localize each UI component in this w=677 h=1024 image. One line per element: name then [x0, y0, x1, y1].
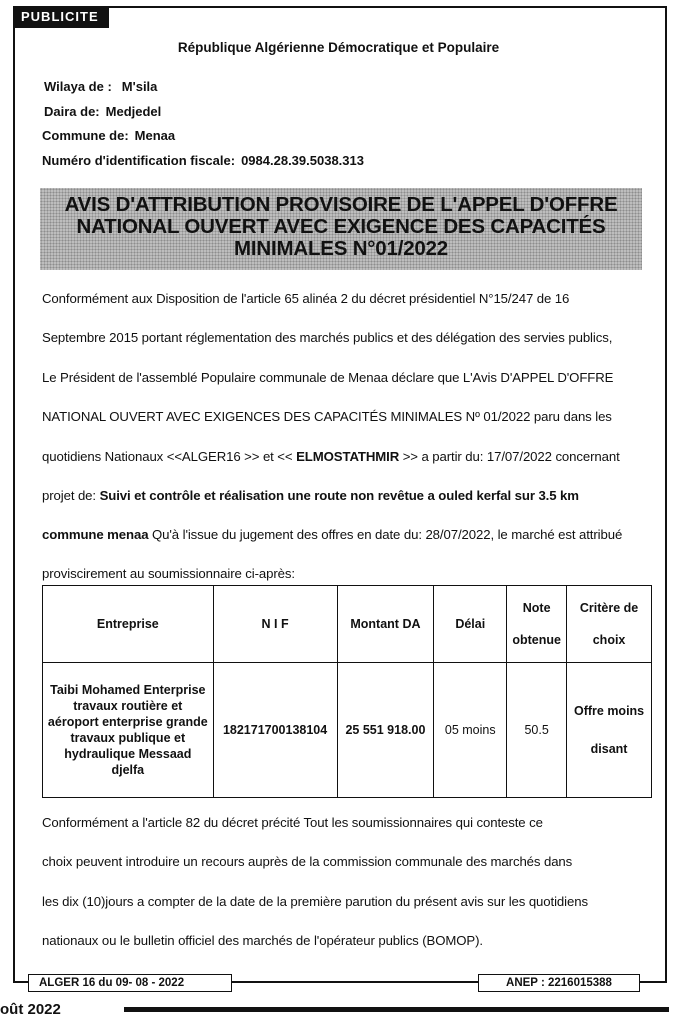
daira-line [44, 104, 161, 119]
table-row [43, 663, 652, 798]
entreprise-line-4: travaux publique et [70, 731, 186, 745]
title-line-3: MINIMALES N°01/2022 [233, 237, 449, 260]
header-critere-1: Critère de [579, 601, 639, 615]
header-nif: N I F [213, 586, 337, 663]
closing-line-1: Conformément a l'article 82 du décret précité Tout les soumissionnaires qui conteste ce [42, 815, 543, 830]
body-line-6-a: projet de: [42, 488, 100, 503]
publicite-tag: PUBLICITE [13, 6, 109, 28]
wilaya-line [44, 79, 157, 94]
cell-note: 50.5 [507, 663, 567, 798]
attribution-table [42, 585, 652, 798]
header-note-2: obtenue [512, 633, 561, 647]
body-line-1: Conformément aux Disposition de l'article 65 alinéa 2 du décret présidentiel N°15/247 de 16 [42, 291, 570, 306]
cell-critere [567, 663, 652, 798]
header-critere [567, 586, 652, 663]
header-note-1: Note [522, 601, 551, 615]
cell-montant: 25 551 918.00 [337, 663, 434, 798]
header-montant: Montant DA [337, 586, 434, 663]
body-line-7 [42, 527, 622, 542]
entreprise-line-1: Taibi Mohamed Enterprise [50, 683, 206, 697]
footer-anep-number: ANEP : 2216015388 [478, 974, 640, 992]
title-banner [40, 188, 642, 270]
commune-name: commune menaa [42, 527, 149, 542]
project-title: Suivi et contrôle et réalisation une route non revêtue a ouled kerfal sur 3.5 km [99, 488, 579, 503]
republic-heading: République Algérienne Démocratique et Populaire [177, 40, 500, 55]
wilaya-label: Wilaya de : [44, 79, 112, 94]
commune-value: Menaa [134, 128, 176, 143]
wilaya-value: M'sila [121, 79, 158, 94]
critere-line-2: disant [590, 742, 628, 756]
cell-entreprise [43, 663, 214, 798]
critere-line-1: Offre moins [573, 704, 645, 718]
body-line-5-c: >> a partir du: 17/07/2022 concernant [399, 449, 620, 464]
table-header-row [43, 586, 652, 663]
body-line-2: Septembre 2015 portant réglementation des marchés publics et des délégation des servies publics, [42, 330, 613, 345]
entreprise-line-5: hydraulique Messaad [64, 747, 192, 761]
nif-label: Numéro d'identification fiscale: [42, 153, 236, 168]
daira-value: Medjedel [105, 104, 162, 119]
closing-line-2: choix peuvent introduire un recours auprès de la commission communale des marchés dans [42, 854, 573, 869]
body-line-5-a: quotidiens Nationaux <<ALGER16 >> et << [42, 449, 297, 464]
nif-value: 0984.28.39.5038.313 [241, 153, 364, 168]
body-line-5 [42, 449, 620, 464]
bottom-rule [124, 1007, 669, 1012]
page-month: oût 2022 [0, 1001, 61, 1018]
header-critere-2: choix [592, 633, 626, 647]
header-entreprise: Entreprise [43, 586, 214, 663]
entreprise-line-6: djelfa [111, 763, 145, 777]
body-line-3: Le Président de l'assemblé Populaire communale de Menaa déclare que L'Avis D'APPEL D'OFFRE [42, 370, 614, 385]
entreprise-line-2: travaux routière et [73, 699, 183, 713]
cell-nif: 182171700138104 [213, 663, 337, 798]
body-line-6 [42, 488, 579, 503]
body-line-8: proviscirement au soumissionnaire ci-après: [42, 566, 295, 581]
header-note [507, 586, 567, 663]
nif-line [42, 153, 364, 168]
body-line-4: NATIONAL OUVERT AVEC EXIGENCES DES CAPACITÉS MINIMALES Nº 01/2022 paru dans les [42, 409, 612, 424]
closing-line-4: nationaux ou le bulletin officiel des marchés de l'opérateur publics (BOMOP). [42, 933, 483, 948]
body-line-7-b: Qu'à l'issue du jugement des offres en date du: 28/07/2022, le marché est attribué [148, 527, 623, 542]
commune-label: Commune de: [42, 128, 129, 143]
title-line-1: AVIS D'ATTRIBUTION PROVISOIRE DE L'APPEL D'OFFRE [64, 193, 618, 216]
daira-label: Daira de: [44, 104, 100, 119]
commune-line [42, 128, 175, 143]
body-line-5-newspaper: ELMOSTATHMIR [296, 449, 400, 464]
closing-line-3: les dix (10)jours a compter de la date de la première parution du présent avis sur les quotidiens [42, 894, 588, 909]
title-line-2: NATIONAL OUVERT AVEC EXIGENCE DES CAPACITÉS [76, 215, 606, 238]
footer-newspaper-date: ALGER 16 du 09- 08 - 2022 [28, 974, 232, 992]
header-delai: Délai [434, 586, 507, 663]
cell-delai: 05 moins [434, 663, 507, 798]
entreprise-line-3: aéroport enterprise grande [47, 715, 208, 729]
